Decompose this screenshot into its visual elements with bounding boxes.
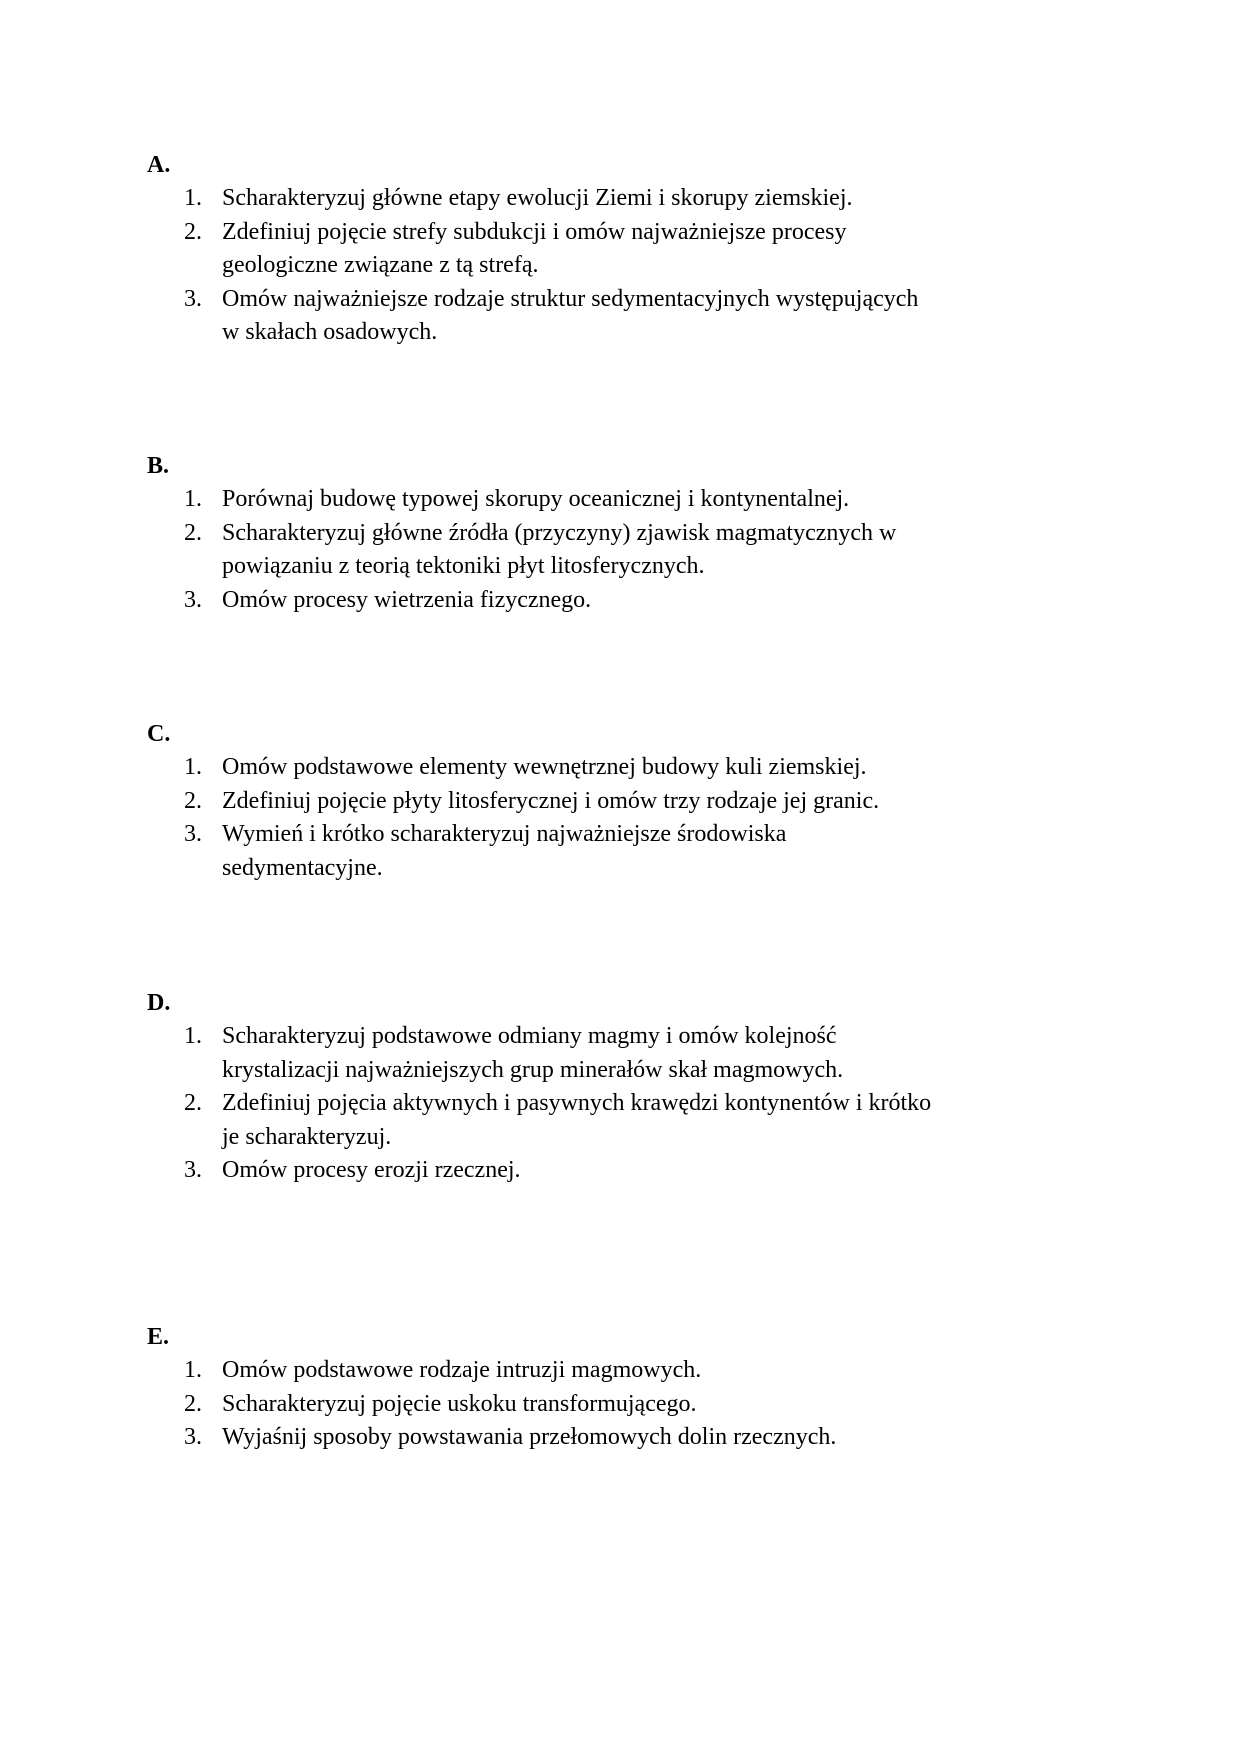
item-text: Porównaj budowę typowej skorupy oceanicznej i kontynentalnej. xyxy=(222,486,850,512)
section-heading: A. xyxy=(147,152,171,178)
list-item xyxy=(147,517,896,584)
question-section xyxy=(147,986,931,1188)
question-section xyxy=(147,1320,836,1455)
section-heading: B. xyxy=(147,453,170,479)
list-item xyxy=(147,1154,931,1188)
item-text: Scharakteryzuj pojęcie uskoku transformującego. xyxy=(222,1390,697,1417)
item-number: 3. xyxy=(184,586,202,613)
section-heading: E. xyxy=(147,1324,170,1350)
list-item xyxy=(147,216,918,283)
item-text: Scharakteryzuj główne etapy ewolucji Ziemi i skorupy ziemskiej. xyxy=(222,185,853,211)
item-text: Omów najważniejsze rodzaje struktur sedymentacyjnych występujących xyxy=(222,285,919,312)
item-text: je scharakteryzuj. xyxy=(222,1123,392,1150)
item-text: geologiczne związane z tą strefą. xyxy=(222,252,539,278)
item-number: 3. xyxy=(184,285,202,312)
list-item xyxy=(147,751,879,785)
item-text: Omów procesy erozji rzecznej. xyxy=(222,1157,521,1183)
item-text: powiązaniu z teorią tektoniki płyt litosferycznych. xyxy=(222,553,705,579)
question-section xyxy=(147,449,896,617)
item-text: Omów podstawowe rodzaje intruzji magmowych. xyxy=(222,1357,702,1383)
item-number: 3. xyxy=(184,821,202,847)
item-text: Zdefiniuj pojęcie płyty litosferycznej i omów trzy rodzaje jej granic. xyxy=(222,787,880,814)
list-item xyxy=(147,182,918,216)
item-number: 2. xyxy=(184,519,202,546)
list-item xyxy=(147,818,879,885)
item-text: sedymentacyjne. xyxy=(222,854,383,881)
list-item xyxy=(147,1020,931,1087)
section-heading: C. xyxy=(147,721,171,747)
item-number: 1. xyxy=(184,1023,202,1049)
list-item xyxy=(147,1388,836,1422)
item-number: 2. xyxy=(184,218,202,245)
list-item xyxy=(147,584,896,618)
item-number: 1. xyxy=(184,754,202,780)
item-number: 1. xyxy=(184,185,202,211)
item-text: krystalizacji najważniejszych grup minerałów skał magmowych. xyxy=(222,1056,844,1083)
item-number: 3. xyxy=(184,1157,202,1183)
item-number: 2. xyxy=(184,1090,202,1116)
question-section xyxy=(147,717,879,885)
item-text: Scharakteryzuj podstawowe odmiany magmy i omów kolejność xyxy=(222,1023,837,1049)
item-text: Omów podstawowe elementy wewnętrznej budowy kuli ziemskiej. xyxy=(222,754,867,780)
list-item xyxy=(147,1354,836,1388)
section-heading: D. xyxy=(147,990,171,1016)
item-text: Wymień i krótko scharakteryzuj najważniejsze środowiska xyxy=(222,821,787,847)
list-item xyxy=(147,785,879,819)
item-text: Wyjaśnij sposoby powstawania przełomowych dolin rzecznych. xyxy=(222,1424,837,1450)
item-number: 3. xyxy=(184,1424,202,1450)
item-text: Omów procesy wietrzenia fizycznego. xyxy=(222,586,592,613)
item-text: Zdefiniuj pojęcie strefy subdukcji i omów najważniejsze procesy xyxy=(222,218,847,245)
item-text: Zdefiniuj pojęcia aktywnych i pasywnych krawędzi kontynentów i krótko xyxy=(222,1090,932,1116)
item-number: 2. xyxy=(184,787,202,814)
item-text: w skałach osadowych. xyxy=(222,319,438,345)
item-number: 1. xyxy=(184,486,202,512)
item-number: 2. xyxy=(184,1390,202,1417)
question-section xyxy=(147,148,918,350)
list-item xyxy=(147,1087,931,1154)
item-text: Scharakteryzuj główne źródła (przyczyny) zjawisk magmatycznych w xyxy=(222,519,897,546)
list-item xyxy=(147,483,896,517)
item-number: 1. xyxy=(184,1357,202,1383)
list-item xyxy=(147,283,918,350)
list-item xyxy=(147,1421,836,1455)
